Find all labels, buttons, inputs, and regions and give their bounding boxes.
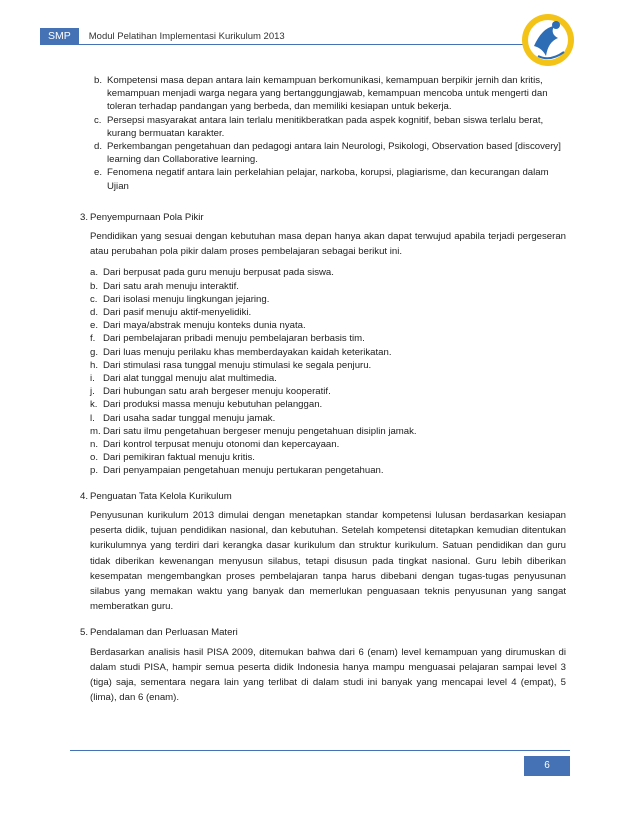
list-item: i. Dari alat tunggal menuju alat multimedia. [90, 373, 277, 385]
page-content [80, 74, 566, 705]
header-title: Modul Pelatihan Implementasi Kurikulum 2013 [88, 31, 285, 42]
list-item: p. Dari penyampaian pengetahuan menuju pertukaran pengetahuan. [90, 465, 384, 477]
header-divider [40, 44, 560, 45]
list-item: k. Dari produksi massa menuju kebutuhan pelanggan. [90, 399, 323, 411]
list-item: n. Dari kontrol terpusat menuju otonomi dan kepercayaan. [90, 439, 340, 451]
list-item: e. Fenomena negatif antara lain perkelahian pelajar, narkoba, korupsi, plagiarisme, dan kecurangan dalam Ujian [94, 167, 549, 192]
list-item: g. Dari luas menuju perilaku khas memberdayakan kaidah keterikatan. [90, 346, 392, 358]
section-heading: 3. Penyempurnaan Pola Pikir [80, 211, 204, 223]
list-item: c. Persepsi masyarakat antara lain terlalu menitikberatkan pada aspek kognitif, beban siswa terlalu berat, kurang bermuatan karakter. [94, 114, 544, 139]
list-item: l. Dari usaha sadar tunggal menuju jamak. [90, 412, 276, 424]
list-item: c. Dari isolasi menuju lingkungan jejaring. [90, 293, 270, 305]
page-header [40, 28, 285, 45]
header-tag: SMP [40, 28, 79, 45]
list-item: f. Dari pembelajaran pribadi menuju pembelajaran berbasis tim. [90, 333, 365, 345]
section-heading: 5. Pendalaman dan Perluasan Materi [80, 627, 238, 639]
list-item: o. Dari pemikiran faktual menuju kritis. [90, 452, 255, 464]
section-heading: 4. Penguatan Tata Kelola Kurikulum [80, 490, 232, 502]
section-paragraph: Penyusunan kurikulum 2013 dimulai dengan menetapkan standar kompetensi lulusan berdasarkan kesiapan peserta didik, tujuan pendidikan nasional, dan kebutuhan. Setelah kompetensi ditetapkan kemudian ditentukan kurikulumnya yang terdiri dari kerangka dasar kurikulum dan struktur kurikulum. Satuan pendidikan dan guru tidak diberikan kewenangan menyusun silabus, tetapi disusun pada tingkat nasional. Guru lebih diberikan kesempatan mengembangkan proses pembelajaran tanpa harus dibebani dengan tugas-tugas penyusunan silabus yang memakan waktu yang banyak dan memerlukan penguasaan teknis penyusunan yang sangat memberatkan guru. [90, 509, 566, 613]
section-paragraph: Pendidikan yang sesuai dengan kebutuhan masa depan hanya akan dapat terwujud apabila terjadi pergeseran atau perubahan pola pikir dalam proses pembelajaran sebagai berikut ini. [90, 231, 566, 258]
section-5 [80, 626, 566, 705]
list-item: m. Dari satu ilmu pengetahuan bergeser menuju pengetahuan disiplin jamak. [90, 425, 417, 437]
section-3 [80, 211, 566, 478]
list-item: b. Kompetensi masa depan antara lain kemampuan berkomunikasi, kemampuan berpikir jernih dan kritis, kemampuan menjadi warga negara yang bertanggungjawab, kemampuan mencoba untuk mengerti dan toleran terhadap pandangan yang berbeda, dan memiliki kesiapan untuk bekerja. [94, 75, 548, 113]
list-item: a. Dari berpusat pada guru menuju berpusat pada siswa. [90, 267, 334, 279]
list-item: d. Perkembangan pengetahuan dan pedagogi antara lain Neurologi, Psikologi, Observation based [discovery] learning dan Collaborative learning. [94, 141, 561, 166]
page-number: 6 [524, 756, 570, 776]
footer-divider [70, 750, 570, 751]
list-item: e. Dari maya/abstrak menuju konteks dunia nyata. [90, 320, 306, 332]
mindset-shift-list [90, 266, 566, 477]
section-paragraph: Berdasarkan analisis hasil PISA 2009, ditemukan bahwa dari 6 (enam) level kemampuan yang dirumuskan di dalam studi PISA, hampir semua peserta didik Indonesia hanya mampu menguasai pelajaran sampai level 3 (tiga) saja, sementara negara lain yang terlibat di dalam studi ini banyak yang mencapai level 4 (empat), 5 (lima), dan 6 (enam). [90, 646, 566, 704]
list-item: j. Dari hubungan satu arah bergeser menuju kooperatif. [90, 386, 331, 398]
tut-wuri-handayani-logo-icon [520, 12, 576, 72]
list-item: h. Dari stimulasi rasa tunggal menuju stimulasi ke segala penjuru. [90, 359, 372, 371]
continued-list [80, 74, 566, 193]
list-item: b. Dari satu arah menuju interaktif. [90, 280, 239, 292]
section-4 [80, 490, 566, 615]
list-item: d. Dari pasif menuju aktif-menyelidiki. [90, 307, 252, 319]
